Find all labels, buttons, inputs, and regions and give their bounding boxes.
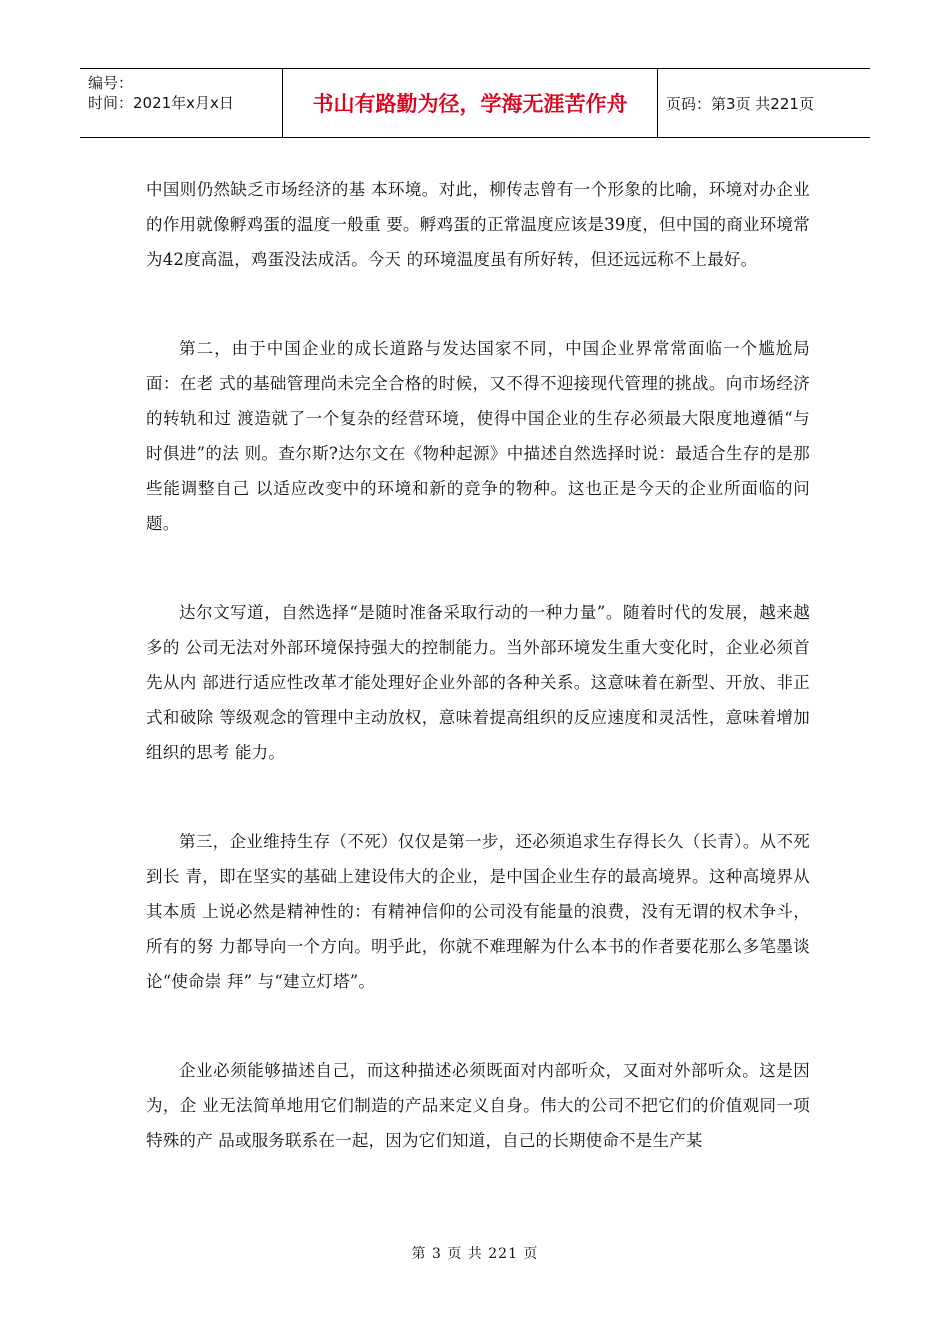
paragraph-2: 第二，由于中国企业的成长道路与发达国家不同，中国企业界常常面临一个尴尬局面：在老 式的基础管理尚未完全合格的时候，又不得不迎接现代管理的挑战。向市场经济的转轨和过 渡造就了一个复杂的经营环境，使得中国企业的生存必须最大限度地遵循“与时俱进”的法 则。查尔斯?达尔文在《物种起源》中描述自然选择时说：最适合生存的是那些能调整自己 以适应改变中的环境和新的竞争的物种。这也正是今天的企业所面临的问题。 <box>146 339 810 533</box>
paragraph-4: 第三，企业维持生存（不死）仅仅是第一步，还必须追求生存得长久（长青）。从不死到长 青，即在坚实的基础上建设伟大的企业，是中国企业生存的最高境界。这种高境界从其本质 上说必然是精神性的：有精神信仰的公司没有能量的浪费，没有无谓的权术争斗，所有的努 力都导向一个方向。明乎此，你就不难理解为什么本书的作者要花那么多笔墨谈论“使命崇 拜” 与“建立灯塔”。 <box>146 832 810 991</box>
time-label: 时间：2021年x月x日 <box>88 94 234 112</box>
header-page-info: 页码：第3页 共221页 <box>666 94 814 113</box>
header-meta <box>80 69 283 137</box>
paragraph-1: 中国则仍然缺乏市场经济的基 本环境。对此，柳传志曾有一个形象的比喻，环境对办企业的作用就像孵鸡蛋的温度一般重 要。孵鸡蛋的正常温度应该是39度，但中国的商业环境常为42度高温，鸡蛋没法成活。今天 的环境温度虽有所好转，但还远远称不上最好。 <box>146 180 810 269</box>
number-label: 编号： <box>88 74 134 92</box>
page-footer: 第 3 页 共 221 页 <box>411 1246 539 1262</box>
paragraph-3: 达尔文写道，自然选择“是随时准备采取行动的一种力量”。随着时代的发展，越来越多的 公司无法对外部环境保持强大的控制能力。当外部环境发生重大变化时，企业必须首先从内 部进行适应性改革才能处理好企业外部的各种关系。这意味着在新型、开放、非正式和破除 等级观念的管理中主动放权，意味着提高组织的反应速度和灵活性，意味着增加组织的思考 能力。 <box>146 603 810 762</box>
document-body <box>146 172 810 1212</box>
paragraph-5: 企业必须能够描述自己，而这种描述必须既面对内部听众，又面对外部听众。这是因为，企 业无法简单地用它们制造的产品来定义自身。伟大的公司不把它们的价值观同一项特殊的产 品或服务联系在一起，因为它们知道，自己的长期使命不是生产某 <box>146 1061 810 1150</box>
header-motto: 书山有路勤为径，学海无涯苦作舟 <box>283 69 658 137</box>
page-header <box>80 68 870 138</box>
